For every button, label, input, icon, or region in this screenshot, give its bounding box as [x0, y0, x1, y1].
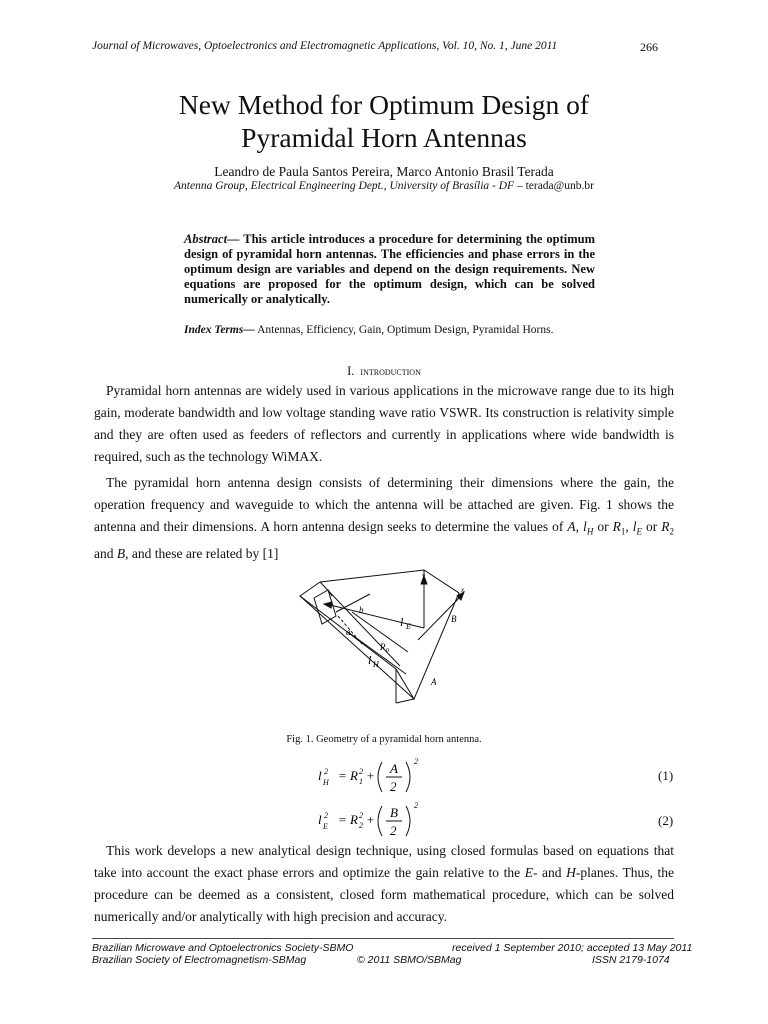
equation-1-number: (1) — [658, 768, 674, 783]
line-b — [336, 594, 370, 612]
var-lH-sub: H — [586, 526, 594, 537]
eq1-lhs: l — [318, 768, 322, 783]
eq2-outer-sup: 2 — [414, 801, 418, 810]
eq2-right-paren — [406, 806, 410, 836]
var-H: H — [566, 865, 576, 880]
paper-title — [100, 88, 668, 154]
footer-received: received 1 September 2010; accepted 13 May 2011 — [452, 942, 693, 954]
var-R1: R — [612, 519, 621, 534]
index-terms-text: Antennas, Efficiency, Gain, Optimum Design, Pyramidal Horns. — [254, 324, 554, 336]
eq2-R: R — [350, 812, 358, 827]
title-line-1: New Method for Optimum Design of — [178, 89, 590, 120]
var-lH: l — [583, 519, 587, 534]
label-x: x — [461, 586, 465, 594]
p2-or2: or — [642, 519, 662, 534]
footer-copyright: © 2011 SBMO/SBMag — [357, 954, 462, 966]
affiliation-dash: – — [514, 180, 526, 192]
p3-text-b: -planes. Thus, the procedure can be deemed as a consistent, closed form mathematical procedure, which can be solved numerically and/or analytically with high precision and accuracy. — [94, 865, 675, 924]
index-terms-lead: Index Terms— — [184, 324, 255, 336]
paragraph-2 — [94, 472, 674, 565]
eq2-equals: = — [338, 812, 347, 827]
eq1-lhs-sub: H — [323, 778, 329, 787]
eq1-plus: + — [366, 768, 375, 783]
horn-antenna-figure — [296, 568, 476, 718]
label-a: a — [346, 627, 351, 637]
eq1-R-sup: 2 — [359, 767, 363, 776]
p2-sep1: , — [575, 519, 584, 534]
horn-edge-5 — [396, 699, 414, 703]
affiliation — [100, 180, 668, 192]
var-B: B — [116, 545, 126, 561]
label-A: A — [431, 677, 437, 687]
var-lE-sub: E — [636, 526, 642, 537]
p2-sep2: , — [625, 519, 633, 534]
label-lH: l — [368, 653, 372, 667]
affiliation-group: Antenna Group, Electrical Engineering Dept., University of Brasília - DF — [174, 180, 515, 192]
equation-1 — [318, 756, 428, 798]
eq2-R-sup: 2 — [359, 811, 363, 820]
eq1-R-sub: 1 — [359, 777, 363, 786]
label-lH-sub: H — [373, 660, 379, 669]
title-line-2: Pyramidal Horn Antennas — [241, 122, 527, 153]
eq2-left-paren — [378, 806, 382, 836]
p2-end: , and these are related by [1] — [125, 545, 279, 561]
paragraph-3 — [94, 840, 674, 928]
footer-society-1: Brazilian Microwave and Optoelectronics Society-SBMO — [92, 942, 354, 954]
eq1-equals: = — [338, 768, 347, 783]
paragraph-1: Pyramidal horn antennas are widely used in various applications in the microwave range due to its high gain, moderate bandwidth and low voltage standing wave ratio VSWR. Its construction is relativity simple and they are often used as feeders of reflectors and currently in applications where wide bandwidth is required, such as the technology WiMAX. — [94, 383, 674, 464]
z-arrow — [324, 602, 332, 608]
abstract-text: This article introduces a procedure for determining the optimum design of pyramidal horn antennas. The efficiencies and phase errors in the optimum design are variables and depend on the design requirements. New equations are proposed for the optimum design, which can be solved numerically or analytically. — [184, 232, 595, 306]
eq1-outer-sup: 2 — [414, 757, 418, 766]
index-terms — [184, 323, 595, 337]
eq1-denominator: 2 — [390, 779, 397, 794]
eq2-lhs: l — [318, 812, 322, 827]
label-lE-sub: E — [406, 622, 411, 631]
eq1-numerator: A — [390, 761, 398, 776]
p2-text: The pyramidal horn antenna design consists of determining their dimensions where the gain, the operation frequency and waveguide to which the antenna will be attached are given. Fig. 1 shows the antenna and their dimensions. A horn antenna design seeks to determine the values of — [94, 475, 674, 534]
eq2-lhs-sub: E — [323, 822, 328, 831]
p3-mid: - and — [532, 865, 567, 880]
section-title: introduction — [360, 366, 421, 378]
abstract-lead: Abstract— — [184, 232, 240, 246]
eq1-left-paren — [378, 762, 382, 792]
eq2-R-sub: 2 — [359, 821, 363, 830]
eq2-numerator: B — [390, 805, 398, 820]
figure-caption: Fig. 1. Geometry of a pyramidal horn antenna. — [286, 734, 482, 745]
eq1-lhs-sup: 2 — [324, 767, 328, 776]
equation-2 — [318, 800, 428, 842]
equation-2-number: (2) — [658, 813, 674, 828]
var-R1-sub: 1 — [620, 526, 626, 537]
label-R0: R — [380, 642, 386, 652]
eq2-lhs-sup: 2 — [324, 811, 328, 820]
var-A: A — [567, 519, 576, 534]
p2-or1: or — [593, 519, 613, 534]
page-number: 266 — [640, 40, 658, 54]
eq2-plus: + — [366, 812, 375, 827]
footer-rule — [92, 938, 674, 939]
section-heading — [100, 364, 668, 379]
footer-issn: ISSN 2179-1074 — [592, 954, 670, 966]
journal-header: Journal of Microwaves, Optoelectronics and Electromagnetic Applications, Vol. 10, No. 1, June 2011 — [92, 40, 558, 52]
p2-and: and — [94, 545, 117, 561]
var-R2-sub: 2 — [669, 526, 675, 537]
var-E: E — [524, 865, 533, 880]
affiliation-email: terada@unb.br — [525, 180, 594, 192]
label-B: B — [451, 614, 457, 624]
label-R0-sub: 0 — [386, 648, 389, 654]
eq1-right-paren — [406, 762, 410, 792]
p3-text-a: This work develops a new analytical design technique, using closed formulas based on equations that take into account the exact phase errors and optimize the gain relative to the — [94, 843, 674, 880]
authors: Leandro de Paula Santos Pereira, Marco Antonio Brasil Terada — [214, 164, 554, 179]
abstract — [184, 232, 595, 307]
var-lE: l — [632, 519, 637, 534]
footer-society-2: Brazilian Society of Electromagnetism-SBMag — [92, 954, 307, 966]
label-b: b — [359, 605, 364, 615]
var-R2: R — [661, 519, 670, 534]
eq2-denominator: 2 — [390, 823, 397, 838]
label-y: y — [422, 572, 426, 580]
eq1-R: R — [350, 768, 358, 783]
section-numeral: I. — [347, 364, 355, 378]
label-lE: l — [400, 615, 404, 629]
